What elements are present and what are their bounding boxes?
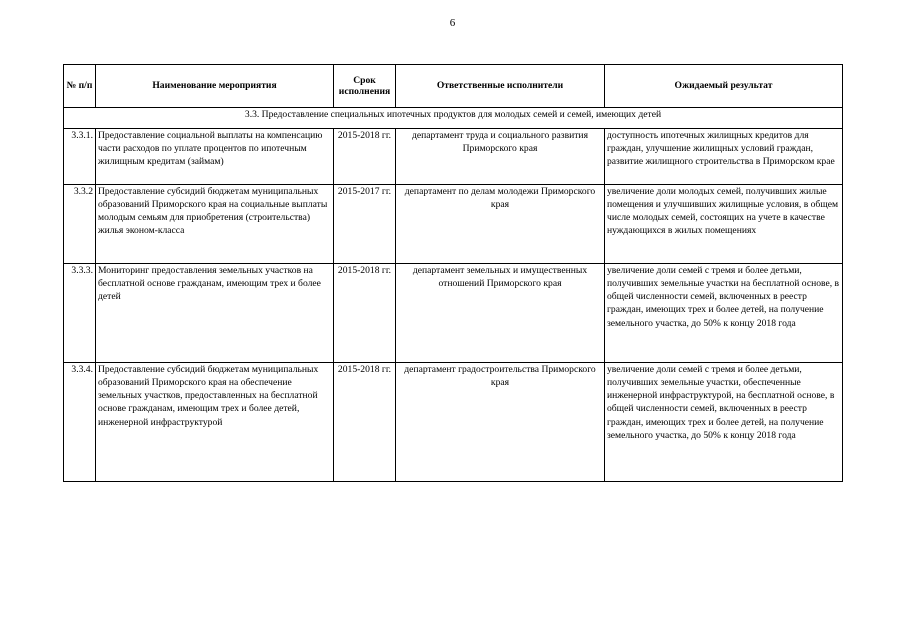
section-row bbox=[64, 108, 843, 129]
header-responsible: Ответственные исполнители bbox=[396, 65, 605, 108]
row-num: 3.3.1. bbox=[64, 129, 96, 185]
row-result: увеличение доли семей с тремя и более детьми, получивших земельные участки на бесплатной основе, в общей численности семей, включенных в реестр граждан, имеющих трех и более детей, на получение земельного участка, до 50% к концу 2018 года bbox=[605, 264, 843, 363]
table-row bbox=[64, 185, 843, 264]
row-responsible: департамент по делам молодежи Приморского края bbox=[396, 185, 605, 264]
row-name: Предоставление субсидий бюджетам муниципальных образований Приморского края на социальные выплаты молодым семьям для приобретения (строительства) жилья эконом-класса bbox=[96, 185, 334, 264]
row-responsible: департамент земельных и имущественных отношений Приморского края bbox=[396, 264, 605, 363]
row-term: 2015-2017 гг. bbox=[334, 185, 396, 264]
table-row bbox=[64, 129, 843, 185]
header-num: № п/п bbox=[64, 65, 96, 108]
row-name: Предоставление субсидий бюджетам муниципальных образований Приморского края на обеспечение земельных участков, предоставленных на бесплатной основе гражданам, имеющим трех и более детей, инженерной инфраструктурой bbox=[96, 363, 334, 482]
row-term: 2015-2018 гг. bbox=[334, 129, 396, 185]
row-num: 3.3.4. bbox=[64, 363, 96, 482]
row-result: увеличение доли семей с тремя и более детьми, получивших земельные участки, обеспеченные инженерной инфраструктурой, на бесплатной основе, в общей численности семей, включенных в реестр граждан, имеющих трех и более детей, на получение земельного участка, до 50% к концу 2018 года bbox=[605, 363, 843, 482]
section-title: 3.3. Предоставление специальных ипотечных продуктов для молодых семей и семей, имеющих детей bbox=[64, 108, 843, 129]
row-term: 2015-2018 гг. bbox=[334, 363, 396, 482]
row-name: Мониторинг предоставления земельных участков на бесплатной основе гражданам, имеющим трех и более детей bbox=[96, 264, 334, 363]
table-header-row bbox=[64, 65, 843, 108]
page-number: 6 bbox=[449, 17, 456, 29]
table-row bbox=[64, 363, 843, 482]
row-name: Предоставление социальной выплаты на компенсацию части расходов по уплате процентов по ипотечным жилищным кредитам (займам) bbox=[96, 129, 334, 185]
row-responsible: департамент градостроительства Приморского края bbox=[396, 363, 605, 482]
header-term: Срок исполнения bbox=[334, 65, 396, 108]
row-result: увеличение доли молодых семей, получивших жилые помещения и улучшивших жилищные условия, в общем числе молодых семей, состоящих на учете в качестве нуждающихся в жилых помещениях bbox=[605, 185, 843, 264]
row-responsible: департамент труда и социального развития Приморского края bbox=[396, 129, 605, 185]
header-result: Ожидаемый результат bbox=[605, 65, 843, 108]
header-name: Наименование мероприятия bbox=[96, 65, 334, 108]
row-term: 2015-2018 гг. bbox=[334, 264, 396, 363]
row-result: доступность ипотечных жилищных кредитов для граждан, улучшение жилищных условий граждан, развитие жилищного строительства в Приморском крае bbox=[605, 129, 843, 185]
table-row bbox=[64, 264, 843, 363]
measures-table bbox=[63, 64, 843, 482]
row-num: 3.3.3. bbox=[64, 264, 96, 363]
row-num: 3.3.2 bbox=[64, 185, 96, 264]
